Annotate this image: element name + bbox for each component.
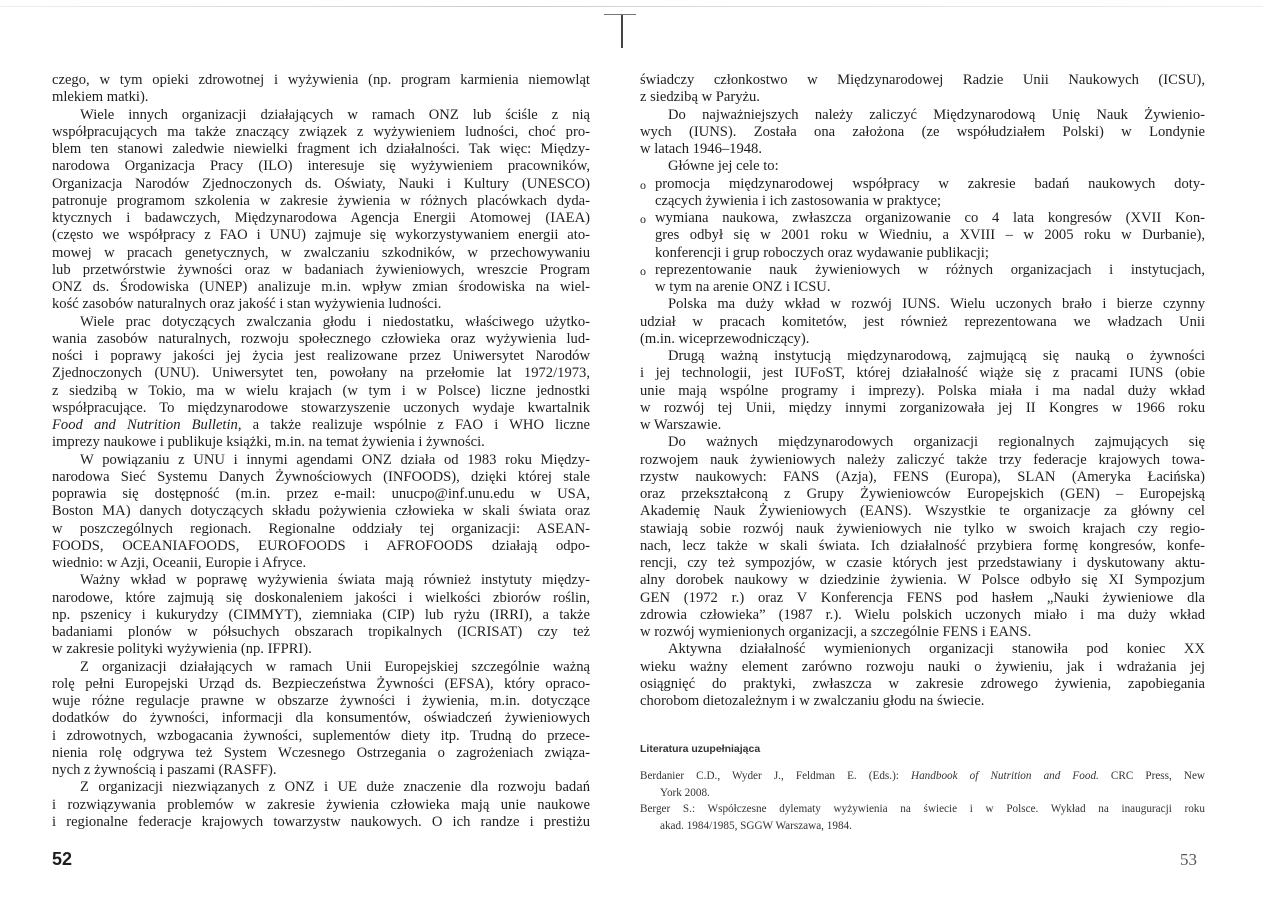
text-line: Z organizacji niezwiązanych z ONZ i UE duże znaczenie dla rozwoju badań xyxy=(80,779,590,796)
text-line: oraz przekształconą z Grupy Żywieniowców Europejskich (GEN) – Europejską xyxy=(640,486,1205,502)
bullet-icon: o xyxy=(640,212,646,226)
paragraph xyxy=(52,314,590,452)
text-line: kość zasobów naturalnych oraz jakość i stan wyżywienia ludności. xyxy=(52,296,442,313)
text-line: czego, w tym opieki zdrowotnej i wyżywienia (np. program karmienia niemowląt xyxy=(52,72,590,88)
text-line: mlekiem matki). xyxy=(52,89,149,106)
text-line: i regionalne federacje krajowych towarzystw naukowych. O ich randze i prestiżu xyxy=(52,813,590,830)
text-line: rencji, czy też sympozjów, w czasie których jest przedstawiany i dyskutowany aktu- xyxy=(640,555,1205,571)
text-line: wuje różne regulacje prawne w obszarze żywności i żywienia, m.in. dotyczące xyxy=(52,693,590,709)
gutter-mark xyxy=(604,14,636,15)
paragraph xyxy=(640,348,1205,434)
text-line: FOODS, OCEANIAFOODS, EUROFOODS i AFROFOODS działają odpo- xyxy=(52,537,590,554)
text-line: promocja międzynarodowej współpracy w zakresie badań naukowych doty- xyxy=(655,175,1205,192)
text-line: z siedzibą w Paryżu. xyxy=(640,89,760,106)
text-line: Polska ma duży wkład w rozwój IUNS. Wielu uczonych brało i bierze czynny xyxy=(668,296,1205,313)
text-line: Organizacja Narodów Zjednoczonych ds. Oświaty, Nauki i Kultury (UNESCO) xyxy=(52,175,590,192)
text-line: blem ten stanowi zaledwie niewielki fragment ich działalności. Tak więc: Między- xyxy=(52,141,590,157)
italic-title: Handbook of Nutrition and Food. xyxy=(911,770,1099,782)
paragraph xyxy=(52,452,590,573)
bullet-item xyxy=(640,176,1205,211)
text-line: poprawia się dostępność (m.in. przez e-mail: unucpo@inf.unu.edu w USA, xyxy=(52,486,590,502)
text-line: w rozwój tej Unii, między innymi zorganizowała jej II Kongres w 1966 roku xyxy=(640,399,1205,416)
text-line: czących żywienia i ich zastosowania w praktyce; xyxy=(655,192,942,209)
text-line: Główne jej cele to: xyxy=(668,158,779,175)
text-line: ONZ ds. Środowiska (UNEP) analizuje m.in. wpływ zmian środowiska na wiel- xyxy=(52,279,590,295)
text-line: wieku ważny element zarówno rozwoju nauki o żywieniu, jak i wdrażania jej xyxy=(640,658,1205,675)
text-line: Zjednoczonych (UNU). Uniwersytet ten, powołany na przełomie lat 1972/1973, xyxy=(52,365,590,382)
paragraph xyxy=(640,296,1205,348)
text-line: rozwojem nauk żywieniowych należy zaliczyć także trzy federacje krajowych towa- xyxy=(640,451,1205,468)
text-line: i jej technologii, jest IUFoST, której działalność wiąże się z pracami IUNS (obie xyxy=(640,365,1205,382)
text-line: świadczy członkostwo w Międzynarodowej Radzie Unii Naukowych (ICSU), xyxy=(640,72,1205,88)
text-line: Do najważniejszych należy zaliczyć Międzynarodową Unię Nauk Żywienio- xyxy=(668,106,1205,123)
text-line: dodatków do żywności, informacji dla konsumentów, oświadczeń żywieniowych xyxy=(52,710,590,727)
text-line: ności i poprawy jakości jej życia jest realizowane przez Uniwersytet Narodów xyxy=(52,348,590,364)
text-segment: CRC Press, New xyxy=(1098,770,1205,782)
text-line: W powiązaniu z UNU i innymi agendami ONZ działa od 1983 roku Między- xyxy=(80,451,590,468)
paragraph xyxy=(640,72,1205,107)
left-page-body xyxy=(52,72,590,831)
text-line: Boston MA) danych dotyczących składu pożywienia człowieka w skali świata oraz xyxy=(52,503,590,520)
text-line: nienia rolę odgrywa też System Wczesnego Ostrzegania o zagrożeniach związa- xyxy=(52,744,590,761)
text-line: w rozwój wymienionych organizacji, a szczególnie FENS i EANS. xyxy=(640,624,1032,640)
text-line: i zdrowotnych, wzbogacania żywności, suplementów diety itp. Trudną do przece- xyxy=(52,727,590,744)
text-line: zdrowia człowieka” (1987 r.). Wielu polskich uczonych miało i ma duży wkład xyxy=(640,606,1205,623)
paragraph xyxy=(52,659,590,780)
text-line: patronuje programom szkolenia w zakresie żywienia w różnych placówkach dyda- xyxy=(52,192,590,209)
paragraph xyxy=(640,107,1205,159)
text-line: nych z żywnością i paszami (RASFF). xyxy=(52,762,277,778)
paragraph xyxy=(52,72,590,107)
paragraph xyxy=(640,434,1205,641)
references-list xyxy=(640,768,1205,834)
text-line: rolę pełni Europejski Urząd ds. Bezpieczeństwa Żywności (EFSA), który opraco- xyxy=(52,675,590,692)
text-line: Akademię Nauk Żywieniowych (EANS). Wszystkie te organizacje za główny cel xyxy=(640,503,1205,520)
text-line: reprezentowanie nauk żywieniowych w różnych organizacjach i instytucjach, xyxy=(655,261,1205,278)
text-line: Wiele prac dotyczących zwalczania głodu i niedostatku, właściwego użytko- xyxy=(80,313,590,330)
literature-heading: Literatura uzupełniająca xyxy=(640,743,761,755)
reference-line: Berger S.: Współczesne dylematy wyżywienia na świecie i w Polsce. Wykład na inauguracji roku xyxy=(640,803,1205,815)
page-number-right: 53 xyxy=(1180,850,1197,869)
text-line: badaniami plonów w półsuchych obszarach tropikalnych (ICRISAT) czy też xyxy=(52,624,590,640)
italic-title: Food and Nutrition Bulletin xyxy=(52,417,238,433)
text-line: wania zasobów naturalnych, rozwoju społecznego człowieka oraz wyżywienia lud- xyxy=(52,330,590,347)
bullet-item xyxy=(640,262,1205,297)
gutter-mark xyxy=(621,14,623,48)
text-line: i rozwiązywania problemów w zakresie żywienia człowieka mają unie naukowe xyxy=(52,796,590,813)
text-line: wymiana naukowa, zwłaszcza organizowanie co 4 lata kongresów (XVII Kon- xyxy=(655,210,1205,226)
text-line: w poszczególnych regionach. Regionalne oddziały tej organizacji: ASEAN- xyxy=(52,520,590,537)
text-line: osiągnięć do praktyki, zwłaszcza w zakresie zdrowego żywienia, zapobiegania xyxy=(640,675,1205,692)
text-line: z siedzibą w Tokio, ma w wielu krajach (w tym i w Polsce) liczne jednostki xyxy=(52,382,590,399)
bullet-icon: o xyxy=(640,263,646,278)
reference-line xyxy=(640,768,1205,785)
text-line: ktycznych i badawczych, Międzynarodowa Agencja Energii Atomowej (IAEA) xyxy=(52,210,590,226)
text-line: wiednio: w Azji, Oceanii, Europie i Afryce. xyxy=(52,555,307,571)
bullet-item xyxy=(640,210,1205,262)
text-line: gres odbył się w 2001 roku w Wiedniu, a XVIII – w 2005 roku w Durbanie), xyxy=(655,227,1205,244)
bullet-icon: o xyxy=(640,177,646,192)
text-line: współpracujące. To międzynarodowe stowarzyszenie uczonych wydaje kwartalnik xyxy=(52,399,590,416)
text-line: Drugą ważną instytucją międzynarodową, zajmującą się nauką o żywności xyxy=(668,348,1205,364)
text-line: imprezy naukowe i publikuje książki, m.in. na temat żywienia i żywności. xyxy=(52,434,485,451)
text-line: współpracujących ma także znaczący związek z wyżywieniem ludności, choć pro- xyxy=(52,123,590,140)
paragraph xyxy=(52,779,590,831)
text-line: np. pszenicy i kukurydzy (CIMMYT), ziemniaka (CIP) lub ryżu (IRRI), a także xyxy=(52,606,590,623)
text-line: lub przetwórstwie żywności oraz w badaniach żywieniowych, wreszcie Program xyxy=(52,261,590,278)
text-line: w zakresie polityki wyżywienia (np. IFPRI). xyxy=(52,641,312,658)
text-line: Aktywna działalność wymienionych organizacji stanowiła pod koniec XX xyxy=(668,641,1205,658)
text-line: (m.in. wiceprzewodniczący). xyxy=(640,330,810,347)
text-line: w tym na arenie ONZ i ICSU. xyxy=(655,279,831,295)
text-line: GEN (1972 r.) oraz V Konferencja FENS pod hasłem „Nauki żywieniowe dla xyxy=(640,589,1205,606)
text-line: w Warszawie. xyxy=(640,417,722,433)
text-line: udział w pracach komitetów, jest również reprezentowana we władzach Unii xyxy=(640,313,1205,330)
text-segment: , a także realizuje wspólnie z FAO i WHO liczne xyxy=(237,417,590,433)
text-line: nach, lecz także w skali świata. Ich działalność przybiera formę kongresów, konfe- xyxy=(640,537,1205,554)
reference-item xyxy=(640,801,1205,834)
text-segment: Berdanier C.D., Wyder J., Feldman E. (Eds.): xyxy=(640,770,911,782)
text-line: narodowe, które zajmują się doskonaleniem jakości i wielkości zbiorów roślin, xyxy=(52,589,590,606)
text-line: narodowa Organizacja Pracy (ILO) interesuje się wyżywieniem pracowników, xyxy=(52,158,590,175)
reference-item xyxy=(640,768,1205,801)
paragraph xyxy=(52,107,590,314)
text-line: unie mają wspólne programy i imprezy). Polska miała i ma nadal duży wkład xyxy=(640,382,1205,399)
text-line: w latach 1946–1948. xyxy=(640,141,762,157)
text-line: Wiele innych organizacji działających w ramach ONZ lub ściśle z nią xyxy=(80,106,590,123)
reference-line: York 2008. xyxy=(660,786,710,799)
text-line: alny dorobek naukowy w dziedzinie żywienia. W Polsce odbyło się XI Sympozjum xyxy=(640,572,1205,589)
text-line: (często we współpracy z FAO i UNU) zajmuje się wykorzystywaniem energii ato- xyxy=(52,227,590,244)
right-page-body xyxy=(640,72,1205,710)
paragraph xyxy=(52,572,590,658)
text-line: mowej w pracach genetycznych, w zwalczaniu szkodników, w przechowywaniu xyxy=(52,244,590,261)
reference-line: akad. 1984/1985, SGGW Warszawa, 1984. xyxy=(660,819,852,832)
page-number-left: 52 xyxy=(52,849,73,869)
paragraph xyxy=(640,641,1205,710)
text-line: Do ważnych międzynarodowych organizacji regionalnych zajmujących się xyxy=(668,434,1205,451)
text-line: stawiają sobie rozwój nauk żywieniowych nie tylko w swoich krajach czy regio- xyxy=(640,520,1205,537)
text-line: rzystw naukowych: FANS (Azja), FENS (Europa), SLAN (Ameryka Łacińska) xyxy=(640,468,1205,485)
scan-edge xyxy=(0,6,1263,7)
paragraph xyxy=(640,158,1205,175)
text-line: narodowa Sieć Systemu Danych Żywnościowych (INFOODS), dzięki której stale xyxy=(52,468,590,485)
text-line: chorobom dietozależnym i w zwalczaniu głodu na świecie. xyxy=(640,693,985,709)
text-line: konferencji i grup roboczych oraz wydawanie publikacji; xyxy=(655,244,989,261)
text-line: Z organizacji działających w ramach Unii Europejskiej szczególnie ważną xyxy=(80,658,590,675)
text-line: wych (IUNS). Została ona założona (ze współudziałem Polski) w Londynie xyxy=(640,123,1205,140)
text-line xyxy=(52,417,590,434)
text-line: Ważny wkład w poprawę wyżywienia świata mają również instytuty między- xyxy=(80,572,590,589)
